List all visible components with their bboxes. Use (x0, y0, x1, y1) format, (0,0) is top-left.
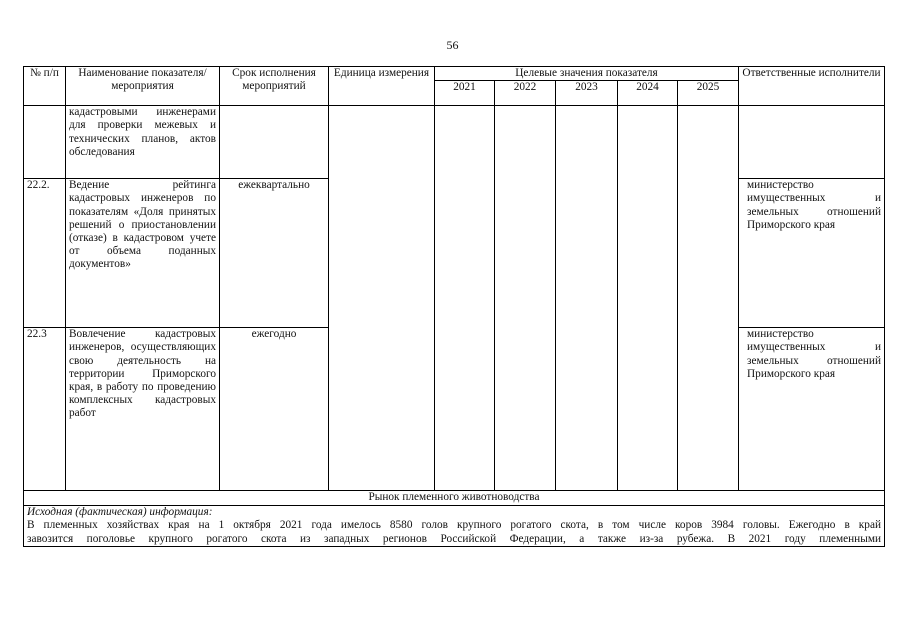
unit-cell (329, 106, 435, 491)
header-row (24, 67, 885, 81)
row-num: 22.2. (24, 179, 66, 328)
header-unit: Единица измерения (329, 67, 435, 106)
row-num: 22.3 (24, 328, 66, 491)
value-2021-cell (435, 106, 495, 491)
year-2025: 2025 (678, 81, 739, 106)
row-name: Ведение рейтинга кадастровых инженеров по показателям «Доля принятых решений о приостановлении (отказе) в кадастровом учете от объема поданных документов» (66, 179, 220, 328)
value-2025-cell (678, 106, 739, 491)
row-name: кадастровыми инженерами для проверки межевых и технических планов, актов обследования (66, 106, 220, 179)
year-2023: 2023 (556, 81, 618, 106)
section-title: Рынок племенного животноводства (24, 491, 885, 506)
row-responsible: министерство имущественных и земельных отношений Приморского края (739, 179, 885, 328)
info-title: Исходная (фактическая) информация: (27, 506, 213, 519)
row-deadline: ежегодно (220, 328, 329, 491)
header-targets: Целевые значения показателя (435, 67, 739, 81)
value-2024-cell (618, 106, 678, 491)
year-2021: 2021 (435, 81, 495, 106)
section-row (24, 491, 885, 506)
indicators-table (23, 66, 885, 547)
info-line-2: завозится поголовье крупного рогатого скота из западных регионов Российской Федерации, а также из-за рубежа. В 2021 году племенными (27, 532, 882, 545)
header-name: Наименование показателя/мероприятия (66, 67, 220, 106)
row-name: Вовлечение кадастровых инженеров, осуществляющих свою деятельность на территории Приморского края, в работу по проведению комплексных кадастровых работ (66, 328, 220, 491)
row-deadline (220, 106, 329, 179)
value-2022-cell (495, 106, 556, 491)
row-responsible: министерство имущественных и земельных отношений Приморского края (739, 328, 885, 491)
page-number: 56 (446, 38, 459, 52)
info-row (24, 506, 885, 547)
info-cell (24, 506, 885, 547)
header-deadline: Срок исполнения мероприятий (220, 67, 329, 106)
row-num (24, 106, 66, 179)
table-row (24, 106, 885, 179)
info-line-1: В племенных хозяйствах края на 1 октября 2021 года имелось 8580 голов крупного рогатого скота, в том числе коров 3984 головы. Ежегодно в край (27, 519, 882, 532)
header-num: № п/п (24, 67, 66, 106)
header-responsible: Ответственные исполнители (739, 67, 885, 106)
year-2022: 2022 (495, 81, 556, 106)
year-2024: 2024 (618, 81, 678, 106)
row-deadline: ежеквартально (220, 179, 329, 328)
row-responsible (739, 106, 885, 179)
value-2023-cell (556, 106, 618, 491)
